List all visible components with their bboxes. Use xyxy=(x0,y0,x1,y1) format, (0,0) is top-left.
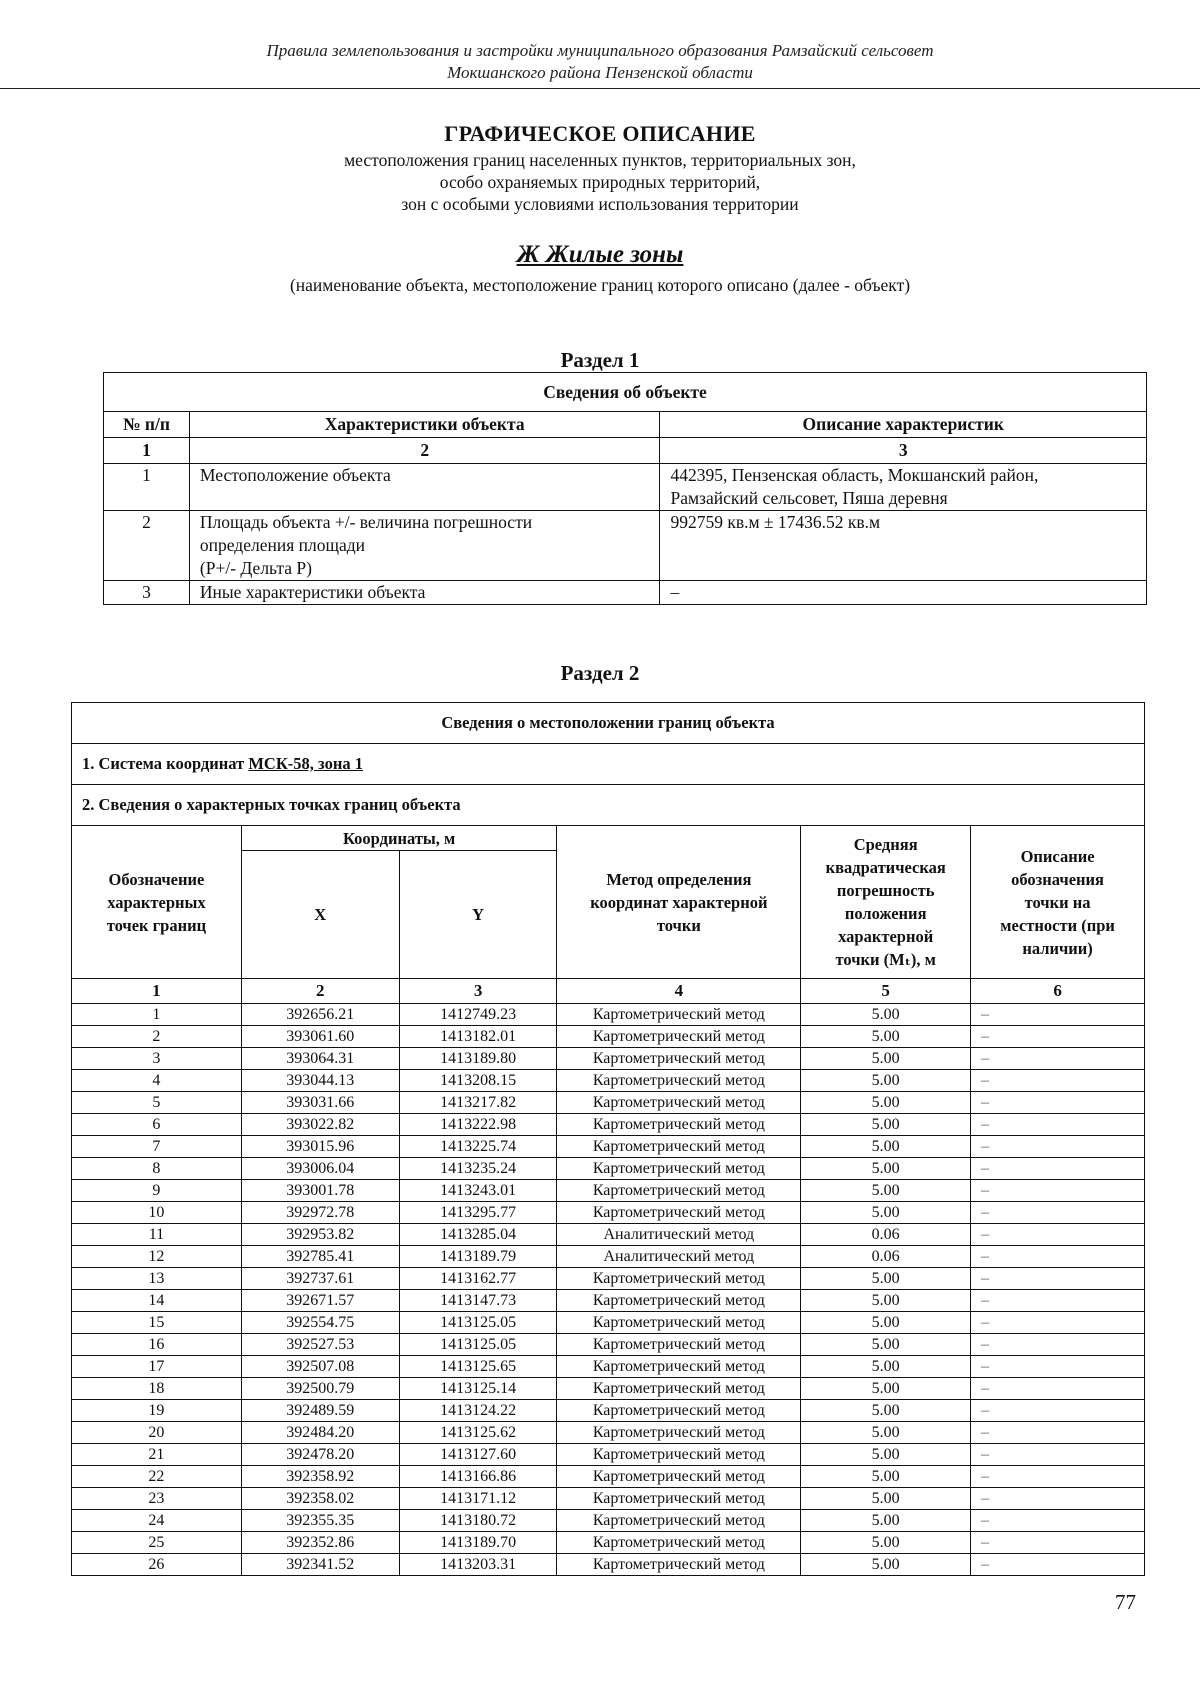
table-row xyxy=(72,1004,1145,1026)
x-cell: 392737.61 xyxy=(241,1268,399,1290)
colnum: 5 xyxy=(801,979,971,1004)
method-cell: Картометрический метод xyxy=(557,1422,801,1444)
method-cell: Картометрический метод xyxy=(557,1004,801,1026)
header-method xyxy=(557,826,801,979)
x-cell: 392972.78 xyxy=(241,1202,399,1224)
method-cell: Картометрический метод xyxy=(557,1026,801,1048)
x-cell: 392355.35 xyxy=(241,1510,399,1532)
section-1-title: Раздел 1 xyxy=(560,348,640,372)
point-id-cell: 11 xyxy=(72,1224,242,1246)
point-id-cell: 6 xyxy=(72,1114,242,1136)
x-cell: 392527.53 xyxy=(241,1334,399,1356)
table-row xyxy=(104,464,1147,511)
table-row xyxy=(72,1290,1145,1312)
method-cell: Картометрический метод xyxy=(557,1532,801,1554)
y-cell: 1413285.04 xyxy=(399,1224,557,1246)
description-cell: – xyxy=(971,1334,1145,1356)
y-cell: 1413125.05 xyxy=(399,1312,557,1334)
error-cell: 0.06 xyxy=(801,1224,971,1246)
y-cell: 1413189.79 xyxy=(399,1246,557,1268)
y-cell: 1413235.24 xyxy=(399,1158,557,1180)
x-cell: 392500.79 xyxy=(241,1378,399,1400)
error-cell: 5.00 xyxy=(801,1180,971,1202)
document-title: ГРАФИЧЕСКОЕ ОПИСАНИЕ xyxy=(444,121,756,146)
method-cell: Картометрический метод xyxy=(557,1268,801,1290)
error-cell: 5.00 xyxy=(801,1422,971,1444)
colnum: 1 xyxy=(104,438,190,464)
y-cell: 1413180.72 xyxy=(399,1510,557,1532)
table-row xyxy=(72,1532,1145,1554)
document-subtitle xyxy=(0,149,1200,215)
point-id-cell: 12 xyxy=(72,1246,242,1268)
error-cell: 5.00 xyxy=(801,1466,971,1488)
description-cell: – xyxy=(971,1092,1145,1114)
colnum: 6 xyxy=(971,979,1145,1004)
table-row xyxy=(72,1312,1145,1334)
table-row xyxy=(72,1378,1145,1400)
x-cell: 392656.21 xyxy=(241,1004,399,1026)
error-cell: 5.00 xyxy=(801,1114,971,1136)
x-cell: 393001.78 xyxy=(241,1180,399,1202)
y-cell: 1413127.60 xyxy=(399,1444,557,1466)
point-id-cell: 18 xyxy=(72,1378,242,1400)
description-cell: – xyxy=(971,1202,1145,1224)
table-row xyxy=(72,1356,1145,1378)
method-cell: Картометрический метод xyxy=(557,1466,801,1488)
method-cell: Картометрический метод xyxy=(557,1290,801,1312)
method-cell: Картометрический метод xyxy=(557,1114,801,1136)
header-number: № п/п xyxy=(104,412,190,438)
table-row xyxy=(72,1400,1145,1422)
x-cell: 393022.82 xyxy=(241,1114,399,1136)
description-cell: – xyxy=(971,1466,1145,1488)
description-cell: – xyxy=(971,1048,1145,1070)
table-row xyxy=(72,1246,1145,1268)
method-cell: Аналитический метод xyxy=(557,1224,801,1246)
error-cell: 5.00 xyxy=(801,1488,971,1510)
coordinate-system-value: МСК-58, зона 1 xyxy=(248,754,363,773)
y-cell: 1412749.23 xyxy=(399,1004,557,1026)
x-cell: 392484.20 xyxy=(241,1422,399,1444)
header-line: обозначения xyxy=(1011,869,1104,889)
row-number: 1 xyxy=(104,464,190,511)
header-x: X xyxy=(241,851,399,979)
description-cell: – xyxy=(971,1400,1145,1422)
error-cell: 5.00 xyxy=(801,1136,971,1158)
cell-line: Площадь объекта +/- величина погрешности xyxy=(199,512,533,532)
point-id-cell: 23 xyxy=(72,1488,242,1510)
description-cell: – xyxy=(971,1290,1145,1312)
description-cell: – xyxy=(971,1224,1145,1246)
table-row xyxy=(72,1048,1145,1070)
point-id-cell: 17 xyxy=(72,1356,242,1378)
table-row xyxy=(72,1268,1145,1290)
x-cell: 392352.86 xyxy=(241,1532,399,1554)
colnum: 2 xyxy=(189,438,660,464)
y-cell: 1413147.73 xyxy=(399,1290,557,1312)
table-row xyxy=(72,1158,1145,1180)
x-cell: 392478.20 xyxy=(241,1444,399,1466)
x-cell: 392507.08 xyxy=(241,1356,399,1378)
cell-line: 442395, Пензенская область, Мокшанский район, xyxy=(670,465,1039,485)
error-cell: 5.00 xyxy=(801,1444,971,1466)
description-cell: – xyxy=(971,1510,1145,1532)
y-cell: 1413225.74 xyxy=(399,1136,557,1158)
table-row xyxy=(72,1554,1145,1576)
point-id-cell: 9 xyxy=(72,1180,242,1202)
description-cell: – xyxy=(971,1532,1145,1554)
point-id-cell: 1 xyxy=(72,1004,242,1026)
method-cell: Картометрический метод xyxy=(557,1378,801,1400)
row-number: 3 xyxy=(104,581,190,605)
y-cell: 1413182.01 xyxy=(399,1026,557,1048)
header-line: положения xyxy=(844,904,927,923)
zone-caption: (наименование объекта, местоположение границ которого описано (далее - объект) xyxy=(289,275,911,295)
subtitle-line-1: местоположения границ населенных пунктов, территориальных зон, xyxy=(344,150,856,170)
point-id-cell: 3 xyxy=(72,1048,242,1070)
point-id-cell: 24 xyxy=(72,1510,242,1532)
x-cell: 393031.66 xyxy=(241,1092,399,1114)
x-cell: 392358.02 xyxy=(241,1488,399,1510)
description-cell: – xyxy=(971,1136,1145,1158)
method-cell: Картометрический метод xyxy=(557,1180,801,1202)
description-cell: – xyxy=(971,1246,1145,1268)
table-row xyxy=(72,1202,1145,1224)
description-cell: – xyxy=(971,1268,1145,1290)
header-line: наличии) xyxy=(1022,938,1093,958)
description-cell: – xyxy=(971,1378,1145,1400)
cell-line: (P+/- Дельта P) xyxy=(199,558,312,578)
error-cell: 5.00 xyxy=(801,1092,971,1114)
method-cell: Картометрический метод xyxy=(557,1356,801,1378)
method-cell: Картометрический метод xyxy=(557,1488,801,1510)
error-cell: 5.00 xyxy=(801,1004,971,1026)
header-line: точки (Mₜ), м xyxy=(835,950,936,969)
error-cell: 0.06 xyxy=(801,1246,971,1268)
characteristic-cell xyxy=(189,511,660,581)
table-row xyxy=(72,1114,1145,1136)
x-cell: 392671.57 xyxy=(241,1290,399,1312)
table-row xyxy=(72,1180,1145,1202)
y-cell: 1413171.12 xyxy=(399,1488,557,1510)
subtitle-line-3: зон с особыми условиями использования территории xyxy=(401,194,799,214)
x-cell: 392358.92 xyxy=(241,1466,399,1488)
boundary-points-table xyxy=(71,702,1145,1576)
method-cell: Картометрический метод xyxy=(557,1136,801,1158)
header-description: Описание характеристик xyxy=(660,412,1147,438)
point-id-cell: 13 xyxy=(72,1268,242,1290)
method-cell: Картометрический метод xyxy=(557,1202,801,1224)
y-cell: 1413217.82 xyxy=(399,1092,557,1114)
header-line: точек границ xyxy=(106,915,207,935)
table-row xyxy=(72,1026,1145,1048)
description-cell: – xyxy=(971,1070,1145,1092)
y-cell: 1413243.01 xyxy=(399,1180,557,1202)
description-cell: – xyxy=(971,1554,1145,1576)
description-cell: – xyxy=(971,1026,1145,1048)
point-id-cell: 26 xyxy=(72,1554,242,1576)
error-cell: 5.00 xyxy=(801,1356,971,1378)
error-cell: 5.00 xyxy=(801,1290,971,1312)
method-cell: Картометрический метод xyxy=(557,1334,801,1356)
method-cell: Картометрический метод xyxy=(557,1312,801,1334)
method-cell: Картометрический метод xyxy=(557,1092,801,1114)
header-line: Обозначение xyxy=(108,869,205,889)
table-row xyxy=(72,1092,1145,1114)
description-cell: – xyxy=(971,1312,1145,1334)
description-cell xyxy=(660,464,1147,511)
method-cell: Картометрический метод xyxy=(557,1070,801,1092)
table-row xyxy=(72,1444,1145,1466)
description-cell xyxy=(660,511,1147,581)
header-line: Средняя xyxy=(853,835,918,854)
point-id-cell: 5 xyxy=(72,1092,242,1114)
subtitle-line-2: особо охраняемых природных территорий, xyxy=(439,172,761,192)
x-cell: 393061.60 xyxy=(241,1026,399,1048)
x-cell: 392953.82 xyxy=(241,1224,399,1246)
error-cell: 5.00 xyxy=(801,1378,971,1400)
header-line: Описание xyxy=(1020,846,1095,866)
point-id-cell: 4 xyxy=(72,1070,242,1092)
header-characteristic: Характеристики объекта xyxy=(189,412,660,438)
points-caption: 2. Сведения о характерных точках границ объекта xyxy=(72,785,1145,826)
error-cell: 5.00 xyxy=(801,1312,971,1334)
x-cell: 392341.52 xyxy=(241,1554,399,1576)
header-point xyxy=(72,826,242,979)
error-cell: 5.00 xyxy=(801,1048,971,1070)
y-cell: 1413125.62 xyxy=(399,1422,557,1444)
error-cell: 5.00 xyxy=(801,1070,971,1092)
running-header-line-1: Правила землепользования и застройки муниципального образования Рамзайский сельсовет xyxy=(266,41,934,60)
point-id-cell: 21 xyxy=(72,1444,242,1466)
header-line: Метод определения xyxy=(606,869,752,889)
table-row xyxy=(72,1466,1145,1488)
table-row xyxy=(104,511,1147,581)
method-cell: Картометрический метод xyxy=(557,1510,801,1532)
header-coordinates: Координаты, м xyxy=(241,826,557,851)
y-cell: 1413203.31 xyxy=(399,1554,557,1576)
object-info-colnum-row xyxy=(104,438,1147,464)
x-cell: 392489.59 xyxy=(241,1400,399,1422)
description-cell: – xyxy=(971,1004,1145,1026)
coordinate-system-row xyxy=(72,744,1145,785)
description-cell: – xyxy=(971,1488,1145,1510)
method-cell: Аналитический метод xyxy=(557,1246,801,1268)
method-cell: Картометрический метод xyxy=(557,1400,801,1422)
method-cell: Картометрический метод xyxy=(557,1444,801,1466)
header-y: Y xyxy=(399,851,557,979)
header-line: координат характерной xyxy=(590,892,768,912)
error-cell: 5.00 xyxy=(801,1400,971,1422)
error-cell: 5.00 xyxy=(801,1334,971,1356)
table-row xyxy=(72,1334,1145,1356)
y-cell: 1413189.80 xyxy=(399,1048,557,1070)
table-row xyxy=(72,1070,1145,1092)
point-id-cell: 19 xyxy=(72,1400,242,1422)
point-id-cell: 15 xyxy=(72,1312,242,1334)
point-id-cell: 8 xyxy=(72,1158,242,1180)
x-cell: 393044.13 xyxy=(241,1070,399,1092)
table-row xyxy=(72,1488,1145,1510)
point-id-cell: 20 xyxy=(72,1422,242,1444)
header-divider xyxy=(0,88,1200,89)
point-id-cell: 16 xyxy=(72,1334,242,1356)
zone-name: Ж Жилые зоны xyxy=(516,241,684,268)
boundary-caption: Сведения о местоположении границ объекта xyxy=(72,703,1145,744)
error-cell: 5.00 xyxy=(801,1554,971,1576)
x-cell: 393006.04 xyxy=(241,1158,399,1180)
x-cell: 393015.96 xyxy=(241,1136,399,1158)
header-line: квадратическая xyxy=(825,858,946,877)
cell-line: определения площади xyxy=(199,535,365,555)
description-cell: – xyxy=(971,1180,1145,1202)
header-line: точки xyxy=(656,915,701,935)
characteristic-cell xyxy=(189,581,660,605)
y-cell: 1413125.14 xyxy=(399,1378,557,1400)
header-line: характерной xyxy=(838,927,934,946)
cell-line: – xyxy=(670,582,680,602)
points-body xyxy=(72,1004,1145,1576)
object-info-caption: Сведения об объекте xyxy=(104,373,1147,412)
colnum: 3 xyxy=(399,979,557,1004)
method-cell: Картометрический метод xyxy=(557,1158,801,1180)
y-cell: 1413125.65 xyxy=(399,1356,557,1378)
header-line: характерных xyxy=(107,892,206,912)
point-id-cell: 14 xyxy=(72,1290,242,1312)
point-id-cell: 7 xyxy=(72,1136,242,1158)
description-cell: – xyxy=(971,1114,1145,1136)
running-header xyxy=(0,40,1200,84)
object-info-table xyxy=(103,372,1147,605)
table-row xyxy=(72,1136,1145,1158)
running-header-line-2: Мокшанского района Пензенской области xyxy=(447,63,753,82)
error-cell: 5.00 xyxy=(801,1268,971,1290)
error-cell: 5.00 xyxy=(801,1532,971,1554)
page-number: 77 xyxy=(1115,1590,1136,1614)
description-cell: – xyxy=(971,1356,1145,1378)
error-cell: 5.00 xyxy=(801,1510,971,1532)
x-cell: 392785.41 xyxy=(241,1246,399,1268)
table-row xyxy=(72,1224,1145,1246)
description-cell: – xyxy=(971,1158,1145,1180)
table-row xyxy=(72,1510,1145,1532)
y-cell: 1413125.05 xyxy=(399,1334,557,1356)
object-info-header-row xyxy=(104,412,1147,438)
header-line: местности (при xyxy=(1000,915,1115,935)
header-line: точки на xyxy=(1024,892,1091,912)
header-line: погрешность xyxy=(836,881,935,900)
y-cell: 1413162.77 xyxy=(399,1268,557,1290)
coordinate-system-label: 1. Система координат xyxy=(82,754,249,773)
cell-line: Местоположение объекта xyxy=(199,465,391,485)
colnum: 3 xyxy=(660,438,1147,464)
y-cell: 1413166.86 xyxy=(399,1466,557,1488)
colnum: 4 xyxy=(557,979,801,1004)
y-cell: 1413295.77 xyxy=(399,1202,557,1224)
y-cell: 1413189.70 xyxy=(399,1532,557,1554)
error-cell: 5.00 xyxy=(801,1202,971,1224)
x-cell: 393064.31 xyxy=(241,1048,399,1070)
section-2-title: Раздел 2 xyxy=(560,661,640,685)
colnum: 1 xyxy=(72,979,242,1004)
header-point-description xyxy=(971,826,1145,979)
header-error xyxy=(801,826,971,979)
cell-line: Иные характеристики объекта xyxy=(199,582,426,602)
error-cell: 5.00 xyxy=(801,1158,971,1180)
error-cell: 5.00 xyxy=(801,1026,971,1048)
x-cell: 392554.75 xyxy=(241,1312,399,1334)
row-number: 2 xyxy=(104,511,190,581)
description-cell: – xyxy=(971,1422,1145,1444)
point-id-cell: 10 xyxy=(72,1202,242,1224)
characteristic-cell xyxy=(189,464,660,511)
colnum: 2 xyxy=(241,979,399,1004)
cell-line: 992759 кв.м ± 17436.52 кв.м xyxy=(670,512,881,532)
y-cell: 1413222.98 xyxy=(399,1114,557,1136)
description-cell xyxy=(660,581,1147,605)
colnum-row xyxy=(72,979,1145,1004)
method-cell: Картометрический метод xyxy=(557,1048,801,1070)
table-row xyxy=(104,581,1147,605)
cell-line: Рамзайский сельсовет, Пяша деревня xyxy=(670,488,948,508)
method-cell: Картометрический метод xyxy=(557,1554,801,1576)
table-row xyxy=(72,1422,1145,1444)
y-cell: 1413208.15 xyxy=(399,1070,557,1092)
description-cell: – xyxy=(971,1444,1145,1466)
y-cell: 1413124.22 xyxy=(399,1400,557,1422)
point-id-cell: 2 xyxy=(72,1026,242,1048)
point-id-cell: 25 xyxy=(72,1532,242,1554)
point-id-cell: 22 xyxy=(72,1466,242,1488)
